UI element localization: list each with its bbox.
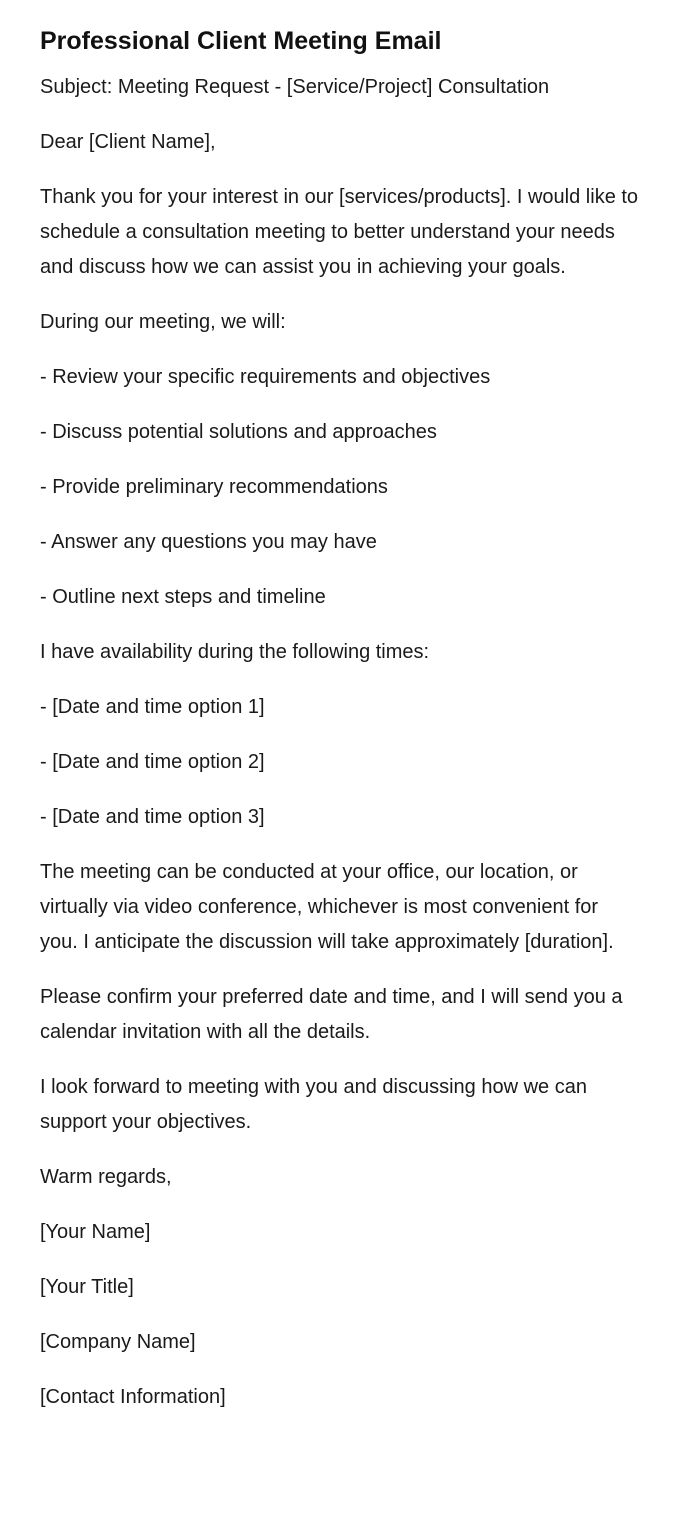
- confirm-paragraph: Please confirm your preferred date and time, and I will send you a calendar invitation with all the details.: [40, 986, 623, 1043]
- availability-list: [40, 690, 660, 835]
- list-item: - Provide preliminary recommendations: [40, 476, 388, 498]
- meeting-agenda-list: [40, 360, 660, 615]
- availability-lead: I have availability during the following times:: [40, 641, 430, 663]
- signature-name: [Your Name]: [40, 1221, 151, 1243]
- signoff: Warm regards,: [40, 1166, 172, 1188]
- document-title: Professional Client Meeting Email: [40, 27, 442, 55]
- location-paragraph: The meeting can be conducted at your office, our location, or virtually via video conference, whichever is most convenient for you. I anticipate the discussion will take approximately [duration].: [40, 861, 614, 953]
- closing-paragraph: I look forward to meeting with you and discussing how we can support your objectives.: [40, 1076, 587, 1133]
- intro-paragraph: Thank you for your interest in our [services/products]. I would like to schedule a consultation meeting to better understand your needs and discuss how we can assist you in achieving your goals.: [40, 186, 639, 278]
- signature-contact: [Contact Information]: [40, 1386, 226, 1408]
- list-item: - Outline next steps and timeline: [40, 586, 326, 608]
- list-item: - [Date and time option 3]: [40, 806, 265, 828]
- list-item: - Answer any questions you may have: [40, 531, 377, 553]
- list-item: - Review your specific requirements and objectives: [40, 366, 491, 388]
- signature-title: [Your Title]: [40, 1276, 134, 1298]
- meeting-lead: During our meeting, we will:: [40, 311, 286, 333]
- list-item: - [Date and time option 2]: [40, 751, 265, 773]
- signature-company: [Company Name]: [40, 1331, 196, 1353]
- email-greeting: Dear [Client Name],: [40, 131, 216, 153]
- list-item: - Discuss potential solutions and approaches: [40, 421, 437, 443]
- list-item: - [Date and time option 1]: [40, 696, 265, 718]
- email-subject: Subject: Meeting Request - [Service/Project] Consultation: [40, 76, 550, 98]
